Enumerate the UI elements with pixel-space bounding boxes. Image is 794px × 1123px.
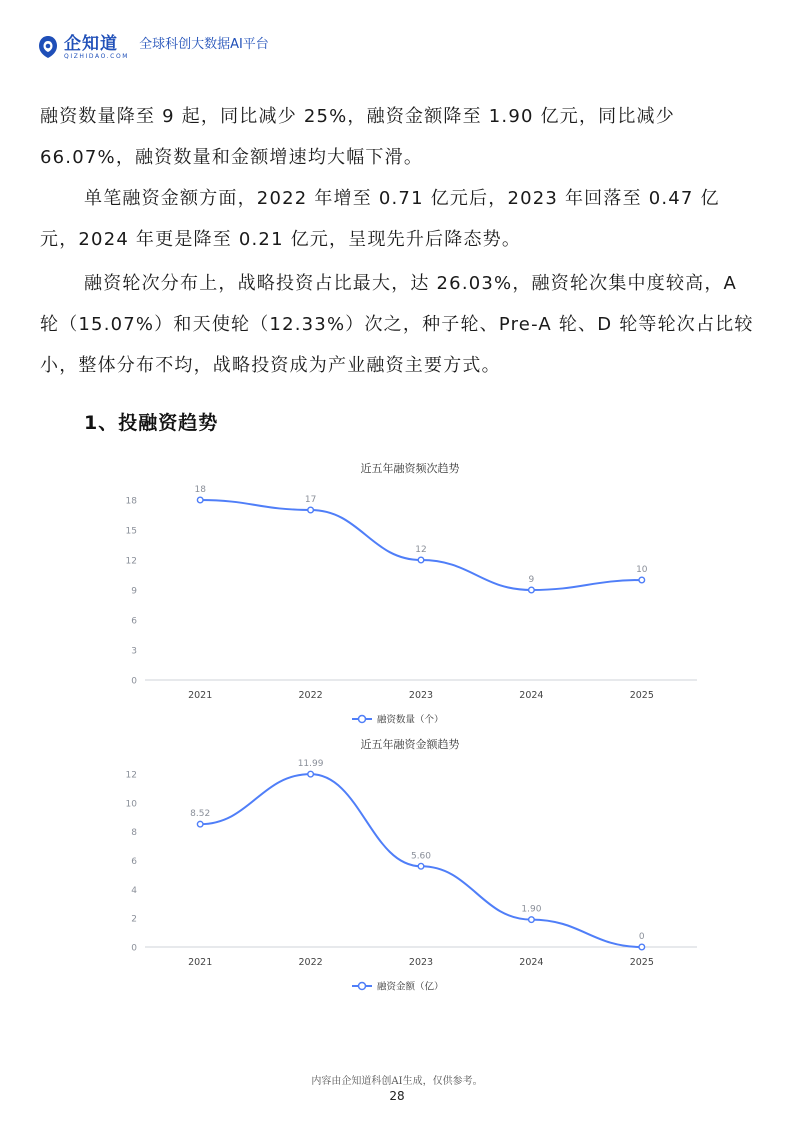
paragraph-text: 融资轮次分布上，战略投资占比最大，达 26.03%，融资轮次集中度较高，A 轮（15.07%）和天使轮（12.33%）次之，种子轮、Pre-A 轮、D 轮等轮次占比较小，整体分布不均，战略投资成为产业融资主要方式。 [40,273,754,376]
data-point [529,587,535,593]
financing-amount-chart [100,735,720,1000]
data-point [308,507,314,513]
logo-domain: QIZHIDAO.COM [64,53,130,60]
paragraph-text: 单笔融资金额方面，2022 年增至 0.71 亿元后，2023 年回落至 0.47 亿元，2024 年更是降至 0.21 亿元，呈现先升后降态势。 [40,188,720,250]
y-tick-label: 8 [131,828,137,839]
chart-title: 近五年融资频次趋势 [360,462,460,475]
data-point [418,863,424,869]
logo-icon [38,35,58,59]
chart-legend[interactable] [352,714,444,726]
y-tick-label: 0 [131,943,137,954]
data-label: 18 [194,485,206,495]
data-label: 11.99 [297,759,324,770]
data-label: 17 [304,495,317,505]
data-point [197,497,203,503]
y-tick-label: 12 [125,770,137,781]
x-tick-label: 2024 [519,957,544,968]
legend-marker-icon [359,983,366,990]
y-tick-label: 3 [131,646,137,657]
data-label: 9 [528,575,535,585]
header-logo [38,35,269,63]
y-tick-label: 4 [131,885,137,896]
body-paragraph: 融资数量降至 9 起，同比减少 25%，融资金额降至 1.90 亿元，同比减少 66.07%，融资数量和金额增速均大幅下滑。 [40,106,675,168]
y-tick-label: 10 [125,799,137,810]
data-label: 10 [636,565,648,575]
x-tick-label: 2021 [188,690,213,701]
section-heading: 1、投融资趋势 [84,412,219,434]
financing-frequency-chart [100,455,720,735]
x-tick-label: 2025 [629,957,654,968]
legend-label: 融资数量（个） [377,714,444,726]
page-number: 28 [389,1089,405,1103]
data-point [418,557,424,563]
logo-slogan: 全球科创大数据AI平台 [139,37,269,52]
y-tick-label: 2 [131,914,137,925]
data-label: 8.52 [190,809,211,820]
data-point [529,917,535,923]
y-tick-label: 15 [125,526,137,537]
y-tick-label: 9 [131,586,137,597]
x-tick-label: 2024 [519,690,544,701]
chart-title: 近五年融资金额趋势 [360,738,460,751]
y-tick-label: 12 [125,556,137,567]
data-label: 0 [638,932,645,942]
y-tick-label: 6 [131,616,137,627]
data-point [308,771,314,777]
legend-marker-icon [359,716,366,723]
data-label: 1.90 [521,904,542,915]
body-paragraph [40,178,754,260]
chart-legend[interactable] [352,981,444,993]
data-label: 12 [415,545,427,555]
x-tick-label: 2021 [188,957,213,968]
logo-wordmark: 企知道 [64,34,118,54]
body-paragraph [40,263,754,386]
x-tick-label: 2022 [298,957,323,968]
x-tick-label: 2023 [408,690,434,701]
footer-disclaimer: 内容由企知道科创AI生成，仅供参考。 [311,1076,483,1087]
data-point [197,821,203,827]
y-tick-label: 0 [131,676,137,687]
data-point [639,577,645,583]
data-point [639,944,645,950]
x-tick-label: 2023 [408,957,434,968]
data-label: 5.60 [410,851,432,862]
x-tick-label: 2022 [298,690,323,701]
x-tick-label: 2025 [629,690,654,701]
y-tick-label: 18 [125,496,137,507]
legend-label: 融资金额（亿） [377,981,444,993]
y-tick-label: 6 [131,857,137,867]
